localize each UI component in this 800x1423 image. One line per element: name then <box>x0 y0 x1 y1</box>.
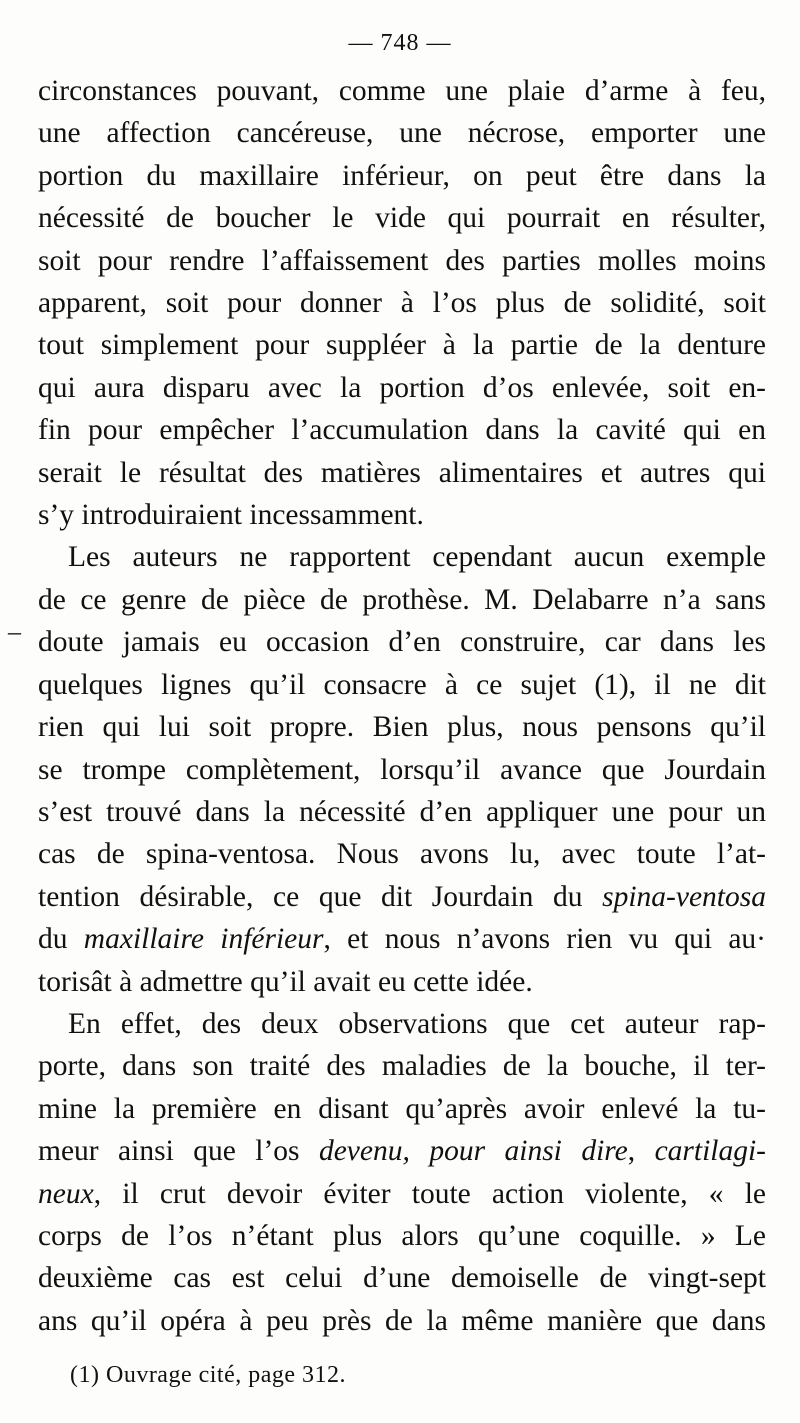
text-line: portion du maxillaire inférieur, on peut être dans la <box>38 159 766 192</box>
text-line <box>38 918 766 960</box>
text-line: soit pour rendre l’affaissement des parties molles moins <box>38 244 766 277</box>
text-line: Les auteurs ne rapportent cependant aucun exemple <box>68 541 766 574</box>
text-line: En effet, des deux observations que cet auteur rap- <box>68 1007 766 1040</box>
text-line: doute jamais eu occasion d’en construire, car dans les <box>38 626 766 659</box>
text-line: apparent, soit pour donner à l’os plus de solidité, soit <box>38 287 766 320</box>
text-line: serait le résultat des matières alimentaires et autres qui <box>38 456 766 489</box>
text-line: quelques lignes qu’il consacre à ce sujet (1), il ne dit <box>38 668 766 701</box>
text-line <box>38 876 766 918</box>
text-segment: meur ainsi que l’os <box>38 1135 319 1168</box>
text-line: s’est trouvé dans la nécessité d’en appliquer une pour un <box>38 795 766 828</box>
italic-term: neux <box>38 1177 94 1210</box>
text-line: fin pour empêcher l’accumulation dans la cavité qui en <box>38 414 766 447</box>
text-line: qui aura disparu avec la portion d’os enlevée, soit en- <box>38 371 766 404</box>
text-line: de ce genre de pièce de prothèse. M. Delabarre n’a sans <box>38 583 766 616</box>
italic-term: spina-ventosa <box>602 880 766 913</box>
text-line: porte, dans son traité des maladies de la bouche, il ter- <box>38 1050 766 1083</box>
text-line: ans qu’il opéra à peu près de la même manière que dans <box>38 1304 766 1337</box>
page-number: — 748 — <box>348 30 452 56</box>
text-line: corps de l’os n’étant plus alors qu’une coquille. » Le <box>38 1219 766 1252</box>
text-segment: , et nous n’avons rien vu qui au· <box>323 923 766 956</box>
text-line: circonstances pouvant, comme une plaie d’arme à feu, <box>38 75 766 107</box>
text-segment: tention désirable, ce que dit Jourdain du <box>38 880 603 913</box>
text-line: tout simplement pour suppléer à la partie de la denture <box>38 329 766 362</box>
italic-term: devenu, pour ainsi dire <box>318 1135 628 1168</box>
text-segment: , il crut devoir éviter toute action violente, « le <box>93 1177 766 1210</box>
text-line <box>38 1173 766 1215</box>
text-line: rien qui lui soit propre. Bien plus, nous pensons qu’il <box>38 711 766 744</box>
text-line: s’y introduiraient incessamment. <box>38 499 424 532</box>
italic-term: maxillaire inférieur <box>83 923 324 956</box>
text-line: se trompe complètement, lorsqu’il avance que Jourdain <box>38 753 766 786</box>
italic-term: cartilagi- <box>654 1135 767 1168</box>
footnote: (1) Ouvrage cité, page 312. <box>70 1362 347 1388</box>
text-line: nécessité de boucher le vide qui pourrait en résulter, <box>38 202 766 235</box>
text-line: cas de spina-ventosa. Nous avons lu, avec toute l’at- <box>38 838 766 871</box>
text-line: une affection cancéreuse, une nécrose, emporter une <box>38 117 766 150</box>
body-text <box>38 70 766 1342</box>
margin-mark: – <box>8 617 21 646</box>
text-line <box>38 1130 766 1172</box>
text-segment: du <box>38 923 84 956</box>
text-segment: , <box>627 1135 655 1168</box>
text-line: deuxième cas est celui d’une demoiselle de vingt-sept <box>38 1262 766 1295</box>
text-line: mine la première en disant qu’après avoir enlevé la tu- <box>38 1092 766 1125</box>
text-line: torisât à admettre qu’il avait eu cette idée. <box>38 965 533 998</box>
